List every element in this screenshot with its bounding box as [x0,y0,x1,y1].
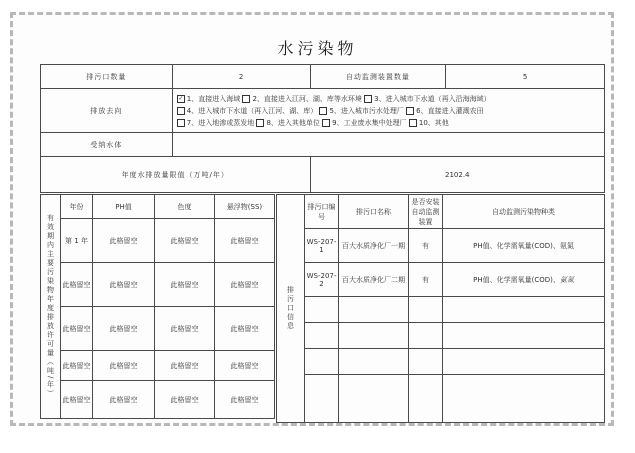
table-cell: 有 [409,229,443,263]
header-auto: 是否安装自动监测装置 [409,195,443,229]
table-cell [339,375,409,423]
table-cell: 此格留空 [215,307,275,351]
summary-table [40,64,605,193]
header-items: 自动监测污染物种类 [443,195,605,229]
table-cell [443,297,605,323]
pollutant-table [40,194,275,419]
option-5: 5、进入城市污水处理厂 [319,107,403,115]
table-cell [305,349,339,375]
checkbox-icon [406,107,414,115]
table-cell: 有 [409,263,443,297]
table-cell: WS-207-2 [305,263,339,297]
checkbox-icon [322,119,330,127]
table-cell: 此格留空 [215,219,275,263]
header-ss: 悬浮物(SS) [215,195,275,219]
option-4: 4、进入城市下水道（再入江河、湖、库） [177,107,317,115]
option-1: ✓ 1、直接进入海域 [178,94,241,103]
option-2: 2、直接进入江河、湖、库等水环境 [242,95,361,103]
handwritten-note: 氨氮 [559,275,574,284]
discharge-options [172,89,604,133]
option-8: 8、进入其他单位 [256,119,319,127]
option-9: 9、工业废水集中处理厂 [322,119,406,127]
annual-limit-value: 2102.4 [310,157,605,193]
table-cell: 此格留空 [155,381,215,419]
table-cell [409,375,443,423]
checkbox-icon [319,107,327,115]
checkbox-icon [177,107,185,115]
table-cell [409,297,443,323]
table-cell [305,375,339,423]
table-cell [409,323,443,349]
option-6: 6、直接进入灌溉农田 [406,107,483,115]
discharge-direction-label: 排放去向 [41,89,173,133]
outlet-info-label: 排污口信息 [277,195,305,423]
header-code: 排污口编号 [305,195,339,229]
table-cell: PH值、化学需氧量(COD)、氨氮 [443,229,605,263]
monitor-count-label: 自动监测装置数量 [310,65,446,89]
checkbox-icon [409,119,417,127]
checkbox-icon [364,95,372,103]
header-color: 色度 [155,195,215,219]
table-cell: 此格留空 [61,381,93,419]
table-cell [443,349,605,375]
header-year: 年份 [61,195,93,219]
table-cell [339,297,409,323]
table-cell: 此格留空 [155,351,215,381]
header-ph: PH值 [93,195,155,219]
table-cell [339,349,409,375]
table-cell: 此格留空 [155,219,215,263]
table-cell: 第 1 年 [61,219,93,263]
table-cell: 此格留空 [93,351,155,381]
table-cell: 此格留空 [155,307,215,351]
table-cell: 此格留空 [61,307,93,351]
option-10: 10、其他 [409,119,449,127]
receiving-water-label: 受纳水体 [41,133,173,157]
outlet-count-label: 排污口数量 [41,65,173,89]
table-cell [339,323,409,349]
monitor-count-value: 5 [446,65,605,89]
table-cell: 此格留空 [61,263,93,307]
table-cell: 此格留空 [93,307,155,351]
side-label: 有效期内主要污染物年度排放许可量（吨/年） [41,195,61,419]
table-cell: 此格留空 [215,351,275,381]
checkbox-icon [242,95,250,103]
table-cell: 此格留空 [93,219,155,263]
option-7: 7、进入地渗或蒸发地 [177,119,254,127]
table-cell: PH值、化学需氧量(COD)、氨氮 [443,263,605,297]
header-name: 排污口名称 [339,195,409,229]
table-cell: 此格留空 [61,351,93,381]
annual-limit-label: 年度水排放量限值（万吨/年） [41,157,311,193]
page-title: 水污染物 [277,39,358,58]
receiving-water-value [172,133,604,157]
table-cell: 此格留空 [215,381,275,419]
table-cell: 此格留空 [93,381,155,419]
table-cell: 百大水质净化厂二期 [339,263,409,297]
outlet-info-table [276,194,605,423]
table-cell: 此格留空 [215,263,275,307]
table-cell: 此格留空 [155,263,215,307]
table-cell [305,297,339,323]
checkbox-icon [256,119,264,127]
table-cell: 百大水质净化厂一期 [339,229,409,263]
outlet-count-value: 2 [172,65,310,89]
checkbox-icon: ✓ [178,94,184,102]
table-cell: 此格留空 [93,263,155,307]
table-cell [409,349,443,375]
table-cell [305,323,339,349]
checkbox-icon [177,119,185,127]
option-3: 3、进入城市下水道（再入沿海海域） [364,95,490,103]
table-cell [443,375,605,423]
table-cell [443,323,605,349]
table-cell: WS-207-1 [305,229,339,263]
